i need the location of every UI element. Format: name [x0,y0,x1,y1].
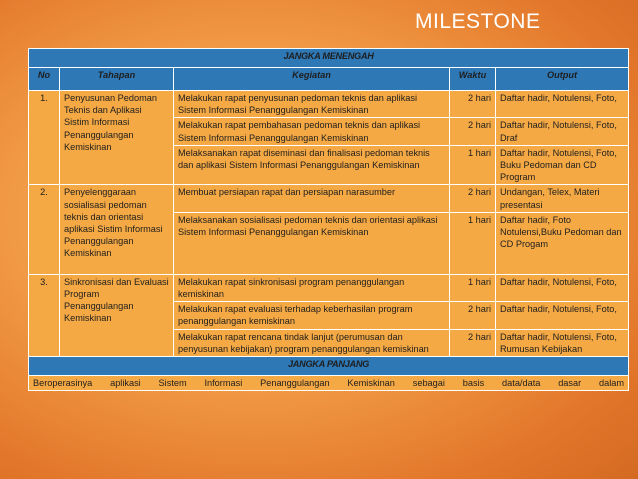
header-output: Output [496,68,629,91]
jangka-panjang-text: Beroperasinya aplikasi Sistem Informasi Penanggulangan Kemiskinan sebagai basis data/data dasar dalam [29,376,629,391]
table-row [29,274,629,301]
slide-title: MILESTONE [415,10,541,33]
waktu-cell: 2 hari [450,329,496,356]
kegiatan-cell: Melaksanakan rapat diseminasi dan finalisasi pedoman teknis dan aplikasi Sistem Informasi Penanggulangan Kemiskinan [174,145,450,185]
footer-row [29,376,629,391]
output-cell: Daftar hadir, Notulensi, Foto, [496,91,629,118]
output-cell: Daftar hadir, Foto Notulensi,Buku Pedoman dan CD Progam [496,212,629,274]
header-tahapan: Tahapan [60,68,174,91]
tahapan-cell: Penyusunan Pedoman Teknis dan Aplikasi Sistim Informasi Penanggulangan Kemiskinan [60,91,174,185]
output-cell: Daftar hadir, Notulensi, Foto, Buku Pedoman dan CD Program [496,145,629,185]
band-jangka-menengah: JANGKA MENENGAH [29,49,629,68]
waktu-cell: 2 hari [450,302,496,329]
tahapan-cell: Penyelenggaraan sosialisasi pedoman teknis dan orientasi aplikasi Sistim Informasi Penanggulangan Kemiskinan [60,185,174,274]
table-row [29,185,629,212]
output-cell: Daftar hadir, Notulensi, Foto, [496,274,629,301]
header-waktu: Waktu [450,68,496,91]
waktu-cell: 1 hari [450,212,496,274]
tahapan-cell: Sinkronisasi dan Evaluasi Program Penanggulangan Kemiskinan [60,274,174,356]
kegiatan-cell: Melakukan rapat rencana tindak lanjut (perumusan dan penyusunan kebijakan) program penanggulangan kemiskinan [174,329,450,356]
waktu-cell: 2 hari [450,118,496,145]
table-row [29,91,629,118]
milestone-table [28,48,629,391]
waktu-cell: 1 hari [450,274,496,301]
output-cell: Undangan, Telex, Materi presentasi [496,185,629,212]
output-cell: Daftar hadir, Notulensi, Foto, Draf [496,118,629,145]
kegiatan-cell: Melaksanakan sosialisasi pedoman teknis dan orientasi aplikasi Sistem Informasi Penanggulangan Kemiskinan [174,212,450,274]
waktu-cell: 1 hari [450,145,496,185]
output-cell: Daftar hadir, Notulensi, Foto, [496,302,629,329]
kegiatan-cell: Melakukan rapat penyusunan pedoman teknis dan aplikasi Sistem Informasi Penanggulangan Kemiskinan [174,91,450,118]
output-cell: Daftar hadir, Notulensi, Foto, Rumusan Kebijakan [496,329,629,356]
waktu-cell: 2 hari [450,91,496,118]
kegiatan-cell: Membuat persiapan rapat dan persiapan narasumber [174,185,450,212]
row-number: 2. [29,185,60,274]
band-jangka-panjang: JANGKA PANJANG [29,357,629,376]
row-number: 3. [29,274,60,356]
row-number: 1. [29,91,60,185]
waktu-cell: 2 hari [450,185,496,212]
header-no: No [29,68,60,91]
kegiatan-cell: Melakukan rapat pembahasan pedoman teknis dan aplikasi Sistem Informasi Penanggulangan Kemiskinan [174,118,450,145]
kegiatan-cell: Melakukan rapat evaluasi terhadap keberhasilan program penanggulangan kemiskinan [174,302,450,329]
kegiatan-cell: Melakukan rapat sinkronisasi program penanggulangan kemiskinan [174,274,450,301]
header-kegiatan: Kegiatan [174,68,450,91]
